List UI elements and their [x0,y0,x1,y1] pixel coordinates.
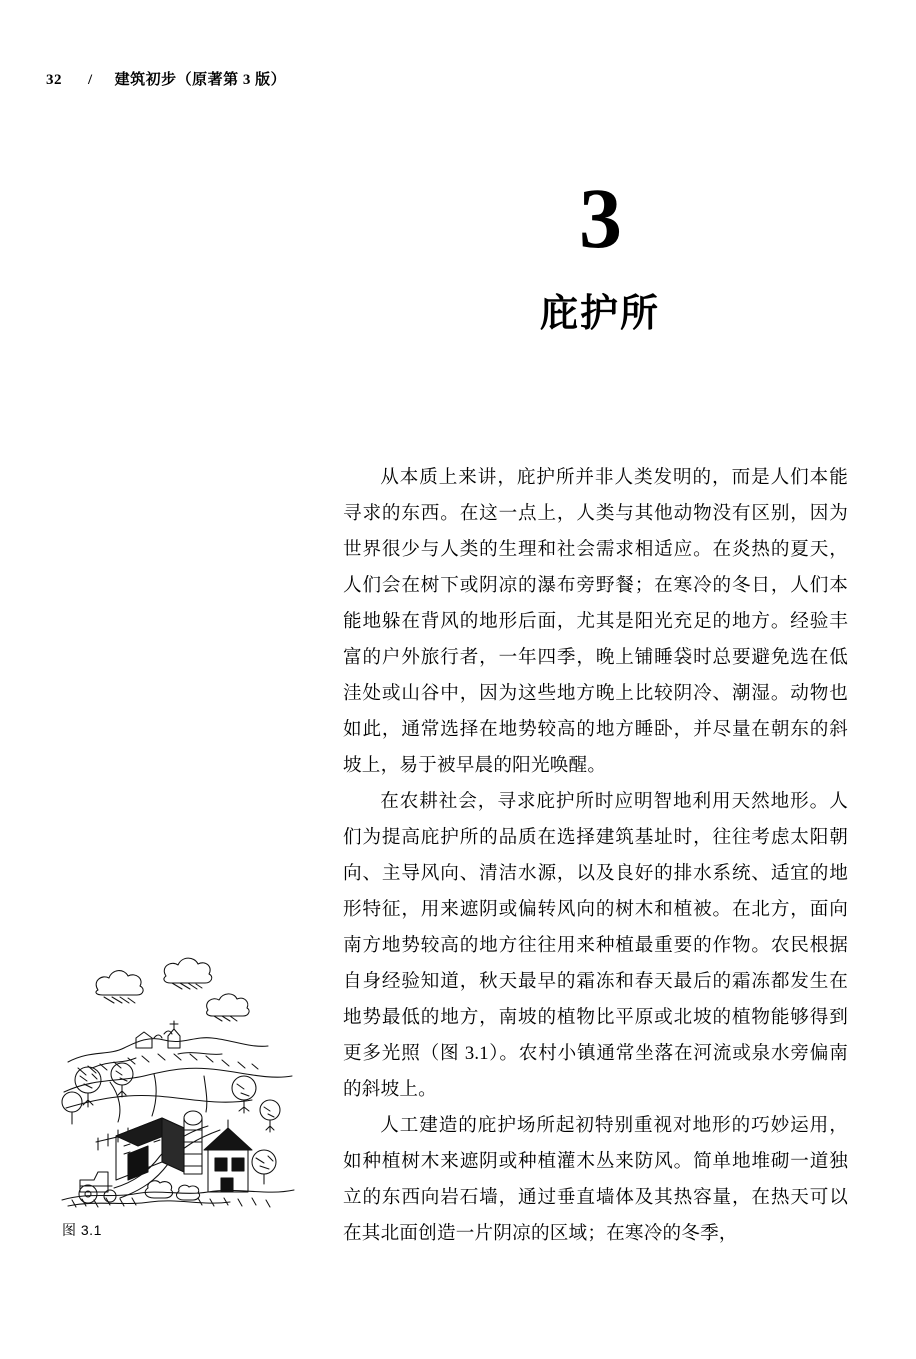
body-paragraph: 从本质上来讲，庇护所并非人类发明的，而是人们本能寻求的东西。在这一点上，人类与其他动物没有区别，因为世界很少与人类的生理和社会需求相适应。在炎热的夏天，人们会在树下或阴凉的瀑布旁野餐；在寒冷的冬日，人们本能地躲在背风的地形后面，尤其是阳光充足的地方。经验丰富的户外旅行者，一年四季，晚上铺睡袋时总要避免选在低洼处或山谷中，因为这些地方晚上比较阴冷、潮湿。动物也如此，通常选择在地势较高的地方睡卧，并尽量在朝东的斜坡上，易于被早晨的阳光唤醒。 [343,467,848,776]
shrub-icon [252,1150,276,1184]
body-paragraph: 人工建造的庇护场所起初特别重视对地形的巧妙运用，如种植树木来遮阴或种植灌木丛来防风。简单地堆砌一道独立的东西向岩石墙，通过垂直墙体及其热容量，在热天可以在其北面创造一片阴凉的区域；在寒冷的冬季， [343,1115,848,1244]
chapter-title: 庇护所 [539,292,660,335]
shrub-icon [145,1181,172,1198]
running-head [46,68,286,89]
tree-icon [62,1092,82,1124]
body-column [343,460,848,1252]
tree-icon [260,1100,280,1132]
silo [184,1111,202,1174]
book-title: 建筑初步（原著第 3 版） [114,72,287,88]
tree-icon [232,1076,256,1113]
running-head-separator: / [88,72,93,88]
cloud-icon [164,958,212,989]
figure [58,950,308,1240]
cloud-icon [207,994,249,1021]
cloud-icon [96,971,143,1003]
tractor [79,1172,116,1203]
page-number: 32 [46,72,62,88]
chapter-opener [350,170,850,337]
farmhouse-building [204,1120,252,1192]
barn-building [116,1118,184,1180]
figure-caption: 图 3.1 [62,1222,102,1238]
tree-icon [75,1067,101,1107]
body-paragraph: 在农耕社会，寻求庇护所时应明智地利用天然地形。人们为提高庇护所的品质在选择建筑基址时，往往考虑太阳朝向、主导风向、清洁水源，以及良好的排水系统、适宜的地形特征，用来遮阴或偏转风向的树木和植被。在北方，面向南方地势较高的地方往往用来种植最重要的作物。农民根据自身经验知道，秋天最早的霜冻和春天最后的霜冻都发生在地势最低的地方，南坡的植物比平原或北坡的植物能够得到更多光照（图 3.1）。农村小镇通常坐落在河流或泉水旁偏南的斜坡上。 [343,791,848,1100]
figure-illustration [58,950,298,1210]
chapter-number: 3 [579,170,621,266]
